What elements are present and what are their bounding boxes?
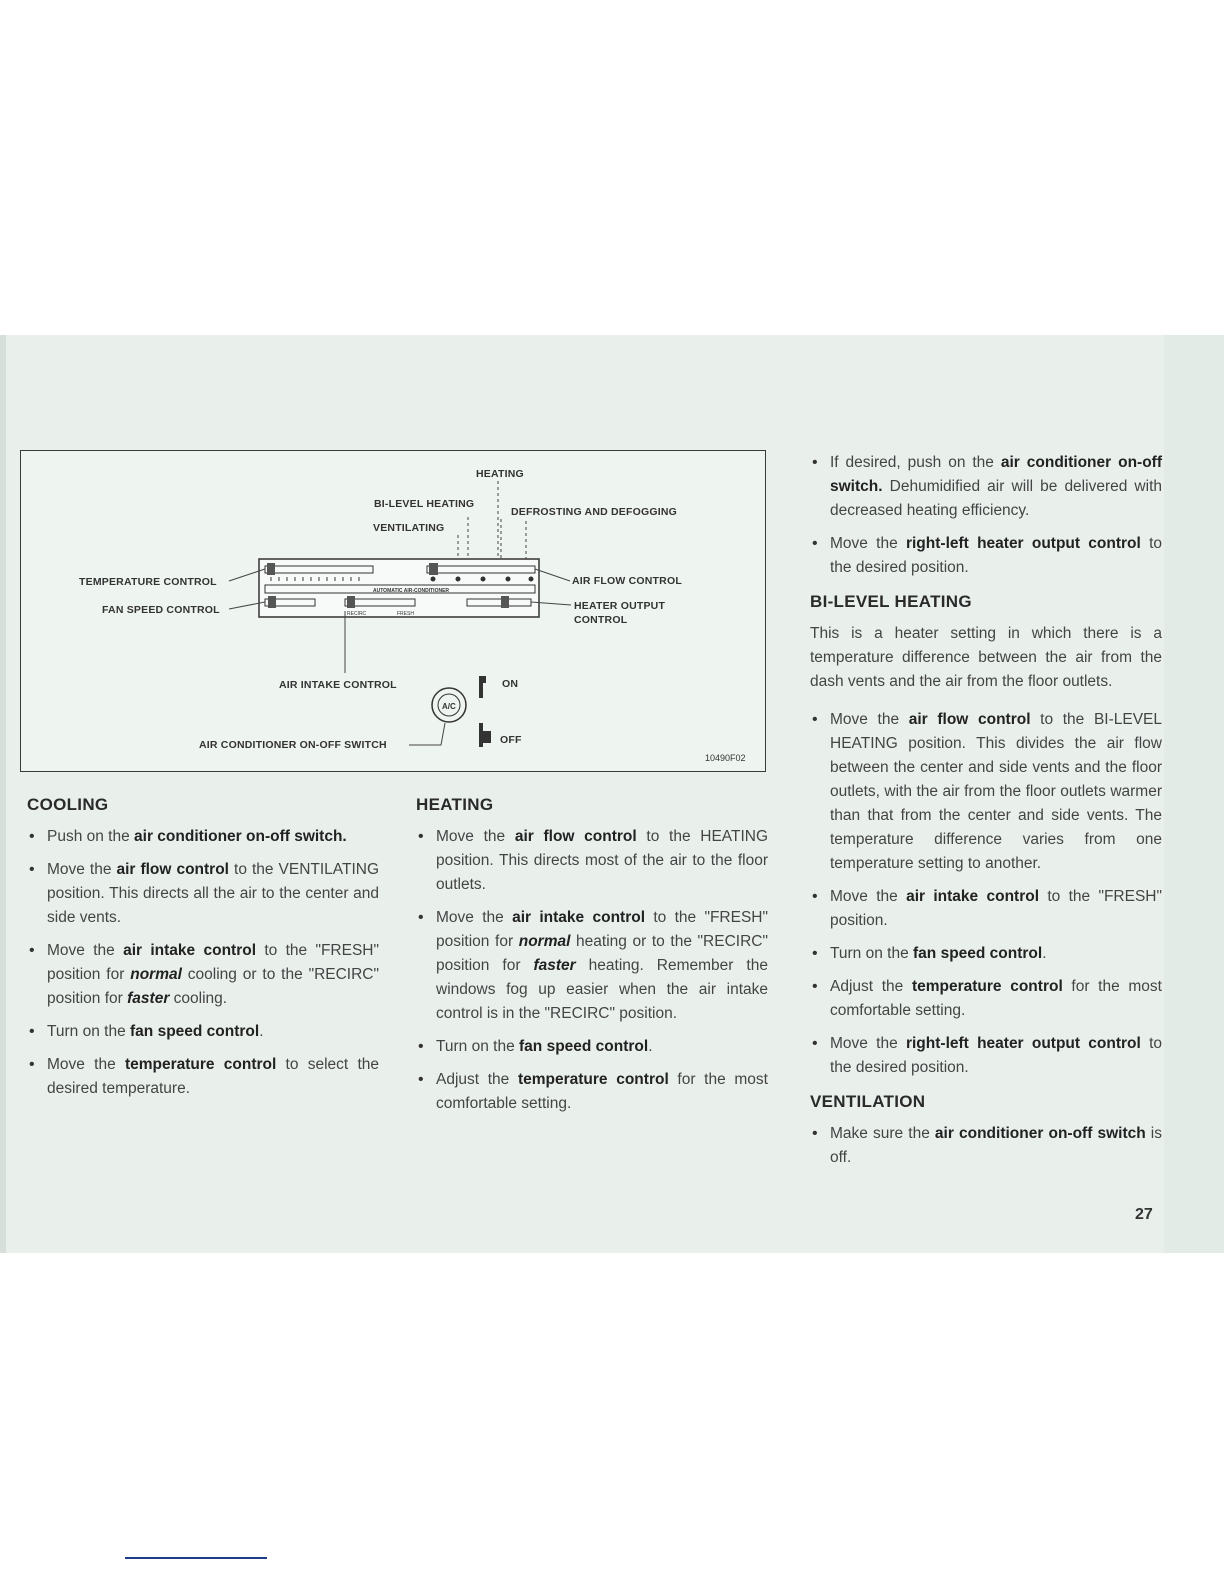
list-item: • Move the right-left heater output control to the desired position. bbox=[810, 1032, 1162, 1080]
label-bilevel-heating: BI-LEVEL HEATING bbox=[374, 498, 475, 510]
list-item: • Move the temperature control to select the desired temperature. bbox=[27, 1053, 379, 1101]
list-item: • If desired, push on the air conditioner on-off switch. Dehumidified air will be delivered with decreased heating efficiency. bbox=[810, 451, 1162, 523]
air-intake-slider-knob[interactable] bbox=[347, 596, 355, 608]
list-item: • Adjust the temperature control for the most comfortable setting. bbox=[416, 1068, 768, 1116]
figure-code: 10490F02 bbox=[705, 753, 746, 763]
ac-button-text: A/C bbox=[442, 702, 456, 711]
bilevel-heading: BI-LEVEL HEATING bbox=[810, 592, 972, 611]
label-heater-output-2: CONTROL bbox=[574, 614, 628, 626]
recirc-mark: RECIRC bbox=[347, 611, 367, 617]
heating-section bbox=[416, 793, 768, 1126]
label-ventilating: VENTILATING bbox=[373, 522, 445, 534]
list-item: • Push on the air conditioner on-off switch. bbox=[27, 825, 379, 849]
label-temperature-control: TEMPERATURE CONTROL bbox=[79, 576, 217, 588]
air-flow-slider-knob[interactable] bbox=[429, 563, 438, 575]
label-on: ON bbox=[502, 678, 519, 690]
list-item: • Move the air intake control to the "FRESH" position for normal cooling or to the "RECIRC" position for faster cooling. bbox=[27, 939, 379, 1011]
bilevel-intro: This is a heater setting in which there is a temperature difference between the air from the dash vents and the air from the floor outlets. bbox=[810, 625, 1162, 690]
leader-air-flow bbox=[535, 569, 570, 581]
climate-control-diagram bbox=[20, 450, 766, 772]
heating-continued-steps bbox=[810, 451, 1162, 580]
list-item: • Move the air intake control to the "FRESH" position. bbox=[810, 885, 1162, 933]
list-item: • Turn on the fan speed control. bbox=[416, 1035, 768, 1059]
leader-ac-switch bbox=[409, 723, 445, 745]
page-number: 27 bbox=[1135, 1206, 1153, 1223]
fan-speed-slider-knob[interactable] bbox=[268, 596, 276, 608]
bilevel-steps bbox=[810, 708, 1162, 1080]
temperature-slider-knob[interactable] bbox=[267, 563, 275, 575]
list-item: • Adjust the temperature control for the most comfortable setting. bbox=[810, 975, 1162, 1023]
cooling-heading: COOLING bbox=[27, 795, 109, 814]
label-air-flow-control: AIR FLOW CONTROL bbox=[572, 575, 682, 587]
label-heater-output-1: HEATER OUTPUT bbox=[574, 600, 666, 612]
list-item: • Turn on the fan speed control. bbox=[810, 942, 1162, 966]
ventilation-heading: VENTILATION bbox=[810, 1092, 926, 1111]
list-item: • Move the air intake control to the "FRESH" position for normal heating or to the "RECIRC" position for faster heating. Remember the windows fog up easier when the air intake control is in the "RECIRC" position. bbox=[416, 906, 768, 1026]
page-binding-shadow bbox=[0, 335, 6, 1253]
panel-banner-text: AUTOMATIC AIR-CONDITIONER bbox=[373, 588, 450, 594]
label-fan-speed-control: FAN SPEED CONTROL bbox=[102, 604, 220, 616]
heater-output-slider-knob[interactable] bbox=[501, 596, 509, 608]
right-column bbox=[810, 451, 1162, 1180]
label-off: OFF bbox=[500, 734, 522, 746]
cooling-steps bbox=[27, 825, 379, 1101]
fresh-mark: FRESH bbox=[397, 611, 414, 617]
label-defrosting: DEFROSTING AND DEFOGGING bbox=[511, 506, 677, 518]
list-item: • Move the air flow control to the BI-LEVEL HEATING position. This divides the air flow between the center and side vents and the floor outlets, with the air from the floor outlets warmer than that from the center and side vents. The temperature difference varies from one temperature setting to another. bbox=[810, 708, 1162, 876]
footer-rule bbox=[125, 1557, 267, 1559]
manual-page bbox=[0, 335, 1224, 1253]
facing-page-edge bbox=[1164, 335, 1224, 1253]
list-item: • Turn on the fan speed control. bbox=[27, 1020, 379, 1044]
label-heating: HEATING bbox=[476, 468, 524, 480]
cooling-section bbox=[27, 793, 379, 1111]
ventilation-steps bbox=[810, 1122, 1162, 1170]
label-ac-switch: AIR CONDITIONER ON-OFF SWITCH bbox=[199, 739, 387, 751]
label-air-intake-control: AIR INTAKE CONTROL bbox=[279, 679, 397, 691]
control-panel bbox=[259, 559, 539, 617]
heating-steps bbox=[416, 825, 768, 1116]
list-item: • Move the air flow control to the HEATING position. This directs most of the air to the floor outlets. bbox=[416, 825, 768, 897]
list-item: • Make sure the air conditioner on-off switch is off. bbox=[810, 1122, 1162, 1170]
diagram-svg bbox=[21, 451, 765, 771]
list-item: • Move the air flow control to the VENTILATING position. This directs all the air to the center and side vents. bbox=[27, 858, 379, 930]
ac-button-illustration bbox=[432, 688, 466, 722]
list-item: • Move the right-left heater output control to the desired position. bbox=[810, 532, 1162, 580]
heating-heading: HEATING bbox=[416, 795, 494, 814]
